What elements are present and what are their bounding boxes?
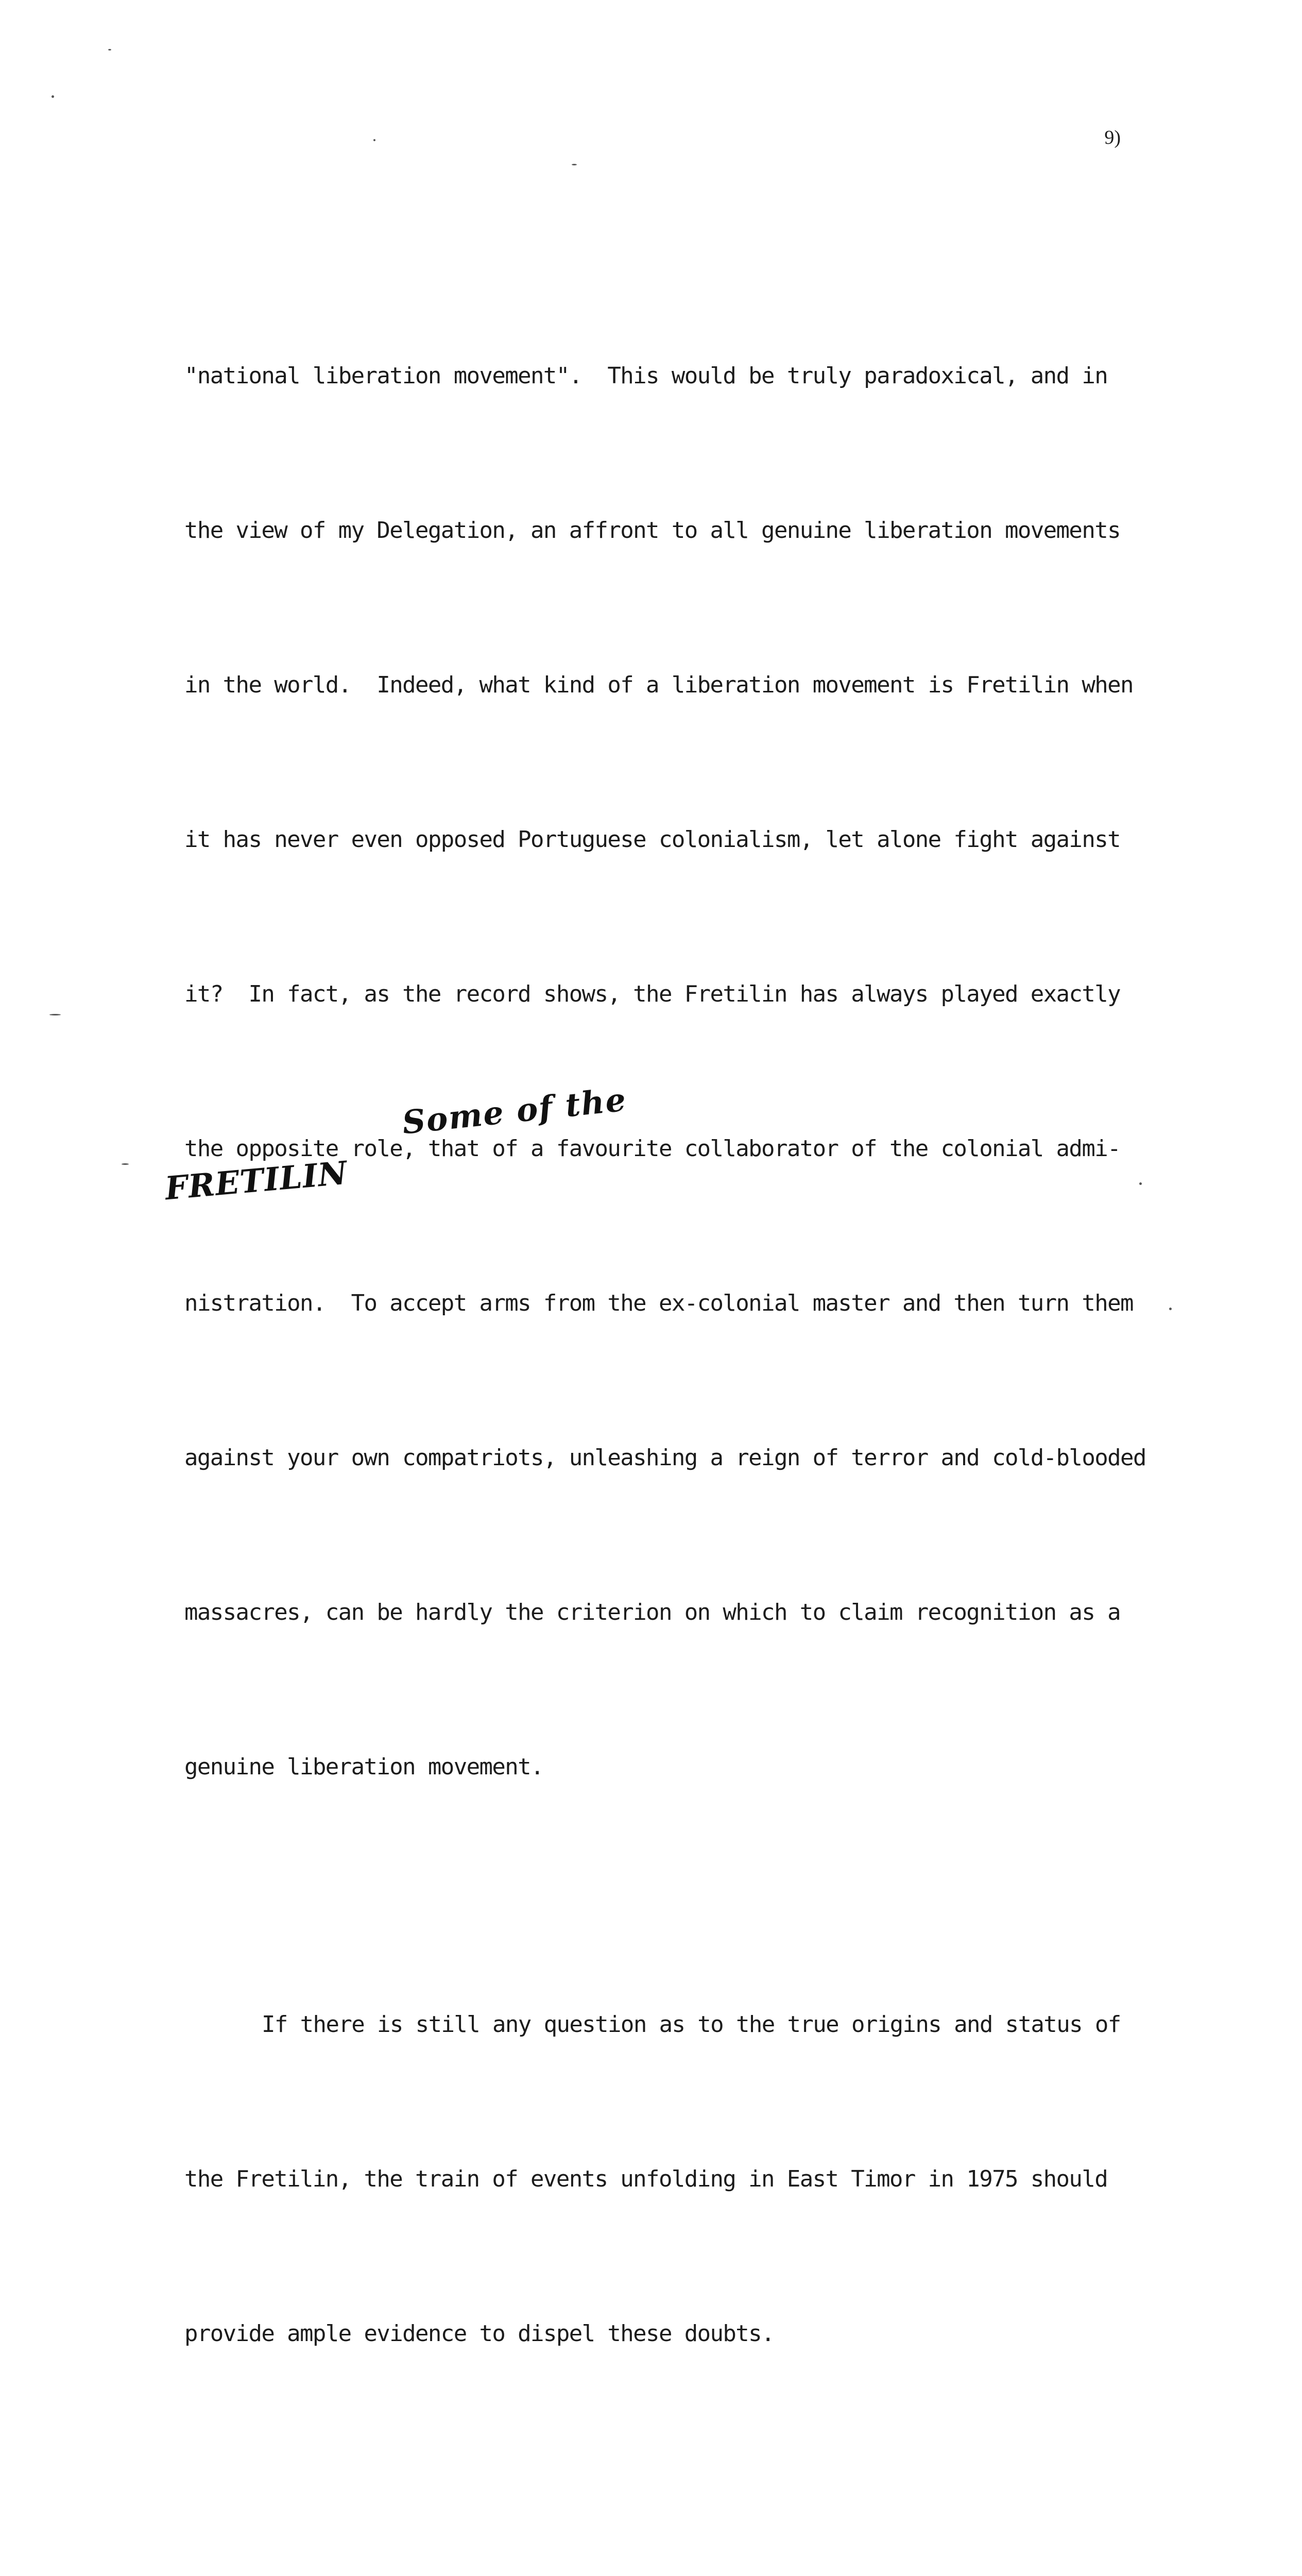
text-line: in the world. Indeed, what kind of a liberation movement is Fretilin when — [184, 672, 1133, 698]
text-line: the Fretilin, the train of events unfolding in East Timor in 1975 should — [184, 2166, 1108, 2192]
text-line: it? In fact, as the record shows, the Fretilin has always played exactly — [184, 981, 1120, 1007]
scan-speck — [122, 1163, 129, 1165]
handwritten-insertion: Some of the — [400, 1080, 629, 1142]
scan-speck — [108, 49, 111, 50]
text-line: nistration. To accept arms from the ex-colonial master and then turn them — [184, 1290, 1133, 1316]
text-line — [184, 2566, 1163, 2576]
scan-speck — [572, 164, 577, 165]
text-line: the opposite role, that of a favourite collaborator of the colonial admi- — [184, 1136, 1120, 1162]
text-line: provide ample evidence to dispel these doubts. — [184, 2320, 774, 2347]
text-line: against your own compatriots, unleashing a reign of terror and cold-blooded — [184, 1445, 1146, 1471]
document-body — [184, 196, 1163, 2576]
text-line: it has never even opposed Portuguese colonialism, let alone fight against — [184, 826, 1120, 853]
handwritten-insertion: FRETILIN — [163, 1154, 349, 1208]
scan-speck — [373, 139, 375, 141]
scan-speck — [1169, 1308, 1172, 1310]
scan-speck — [52, 95, 54, 98]
text-line: the view of my Delegation, an affront to all genuine liberation movements — [184, 517, 1120, 544]
page-number: 9) — [1104, 127, 1121, 148]
scan-speck — [1139, 1182, 1142, 1185]
scan-speck — [49, 1014, 61, 1015]
text-line: "national liberation movement". This would be truly paradoxical, and in — [184, 363, 1108, 389]
text-line: genuine liberation movement. — [184, 1754, 543, 1780]
text-line: If there is still any question as to the true origins and status of — [262, 2011, 1121, 2038]
text-line: massacres, can be hardly the criterion on which to claim recognition as a — [184, 1599, 1120, 1625]
